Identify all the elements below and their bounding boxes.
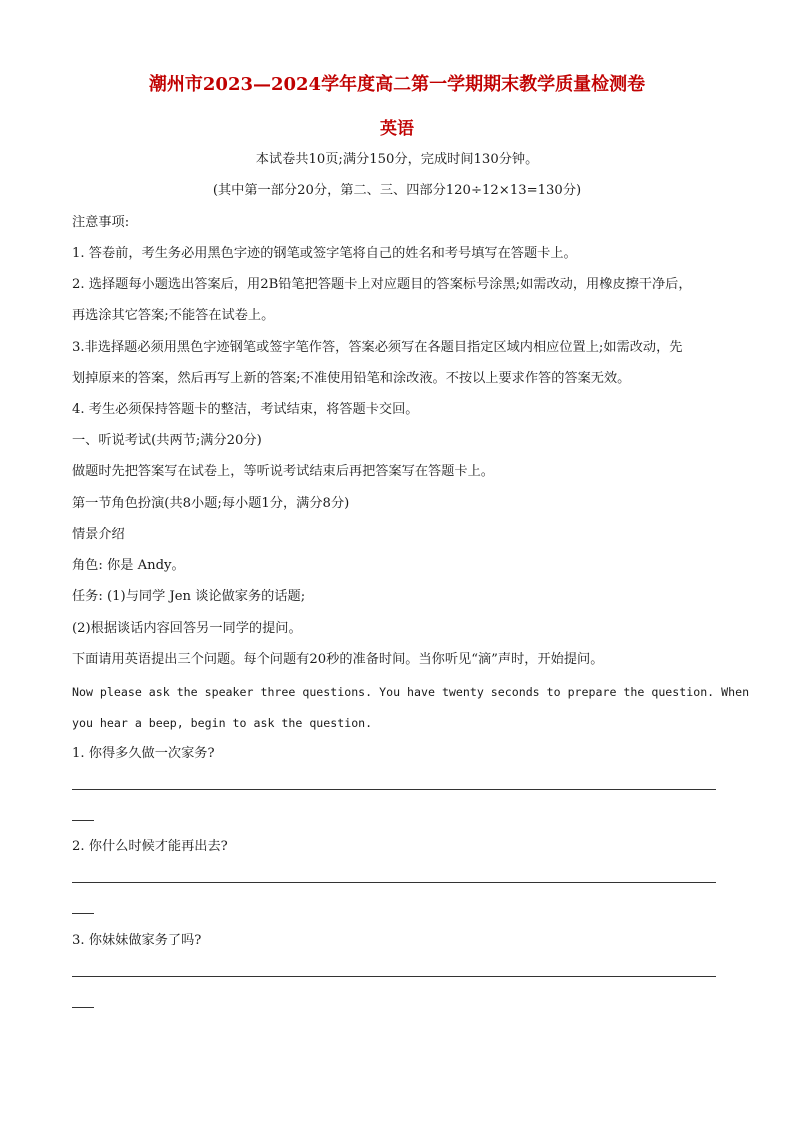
notice-item-4: 4. 考生必须保持答题卡的整洁，考试结束，将答题卡交回。	[72, 402, 419, 417]
notice-item-3a: 3.非选择题必须用黑色字迹钢笔或签字笔作答，答案必须写在各题目指定区域内相应位置上;如需改动，先	[72, 340, 683, 355]
scene-heading: 情景介绍	[72, 527, 125, 542]
role-line: 角色: 你是 Andy。	[72, 558, 185, 573]
answer-line-2[interactable]	[72, 882, 716, 883]
answer-line-1[interactable]	[72, 789, 716, 790]
prompt-en-2: you hear a beep, begin to ask the question.	[72, 716, 373, 730]
notice-item-1: 1. 答卷前，考生务必用黑色字迹的钢笔或签字笔将自己的姓名和考号填写在答题卡上。	[72, 246, 577, 261]
subject-title: 英语	[380, 119, 414, 139]
intro-line-2: (其中第一部分20分，第二、三、四部分120÷12×13=130分)	[212, 183, 582, 198]
question-2: 2. 你什么时候才能再出去?	[72, 839, 228, 854]
task-line-2: (2)根据谈话内容回答另一同学的提问。	[72, 621, 302, 636]
task-line-1: 任务: (1)与同学 Jen 谈论做家务的话题;	[72, 589, 306, 604]
notice-item-2b: 再选涂其它答案;不能答在试卷上。	[72, 308, 275, 323]
part1-instruction: 做题时先把答案写在试卷上，等听说考试结束后再把答案写在答题卡上。	[72, 464, 494, 479]
prompt-cn: 下面请用英语提出三个问题。每个问题有20秒的准备时间。当你听见“滴”声时，开始提问。	[72, 652, 604, 667]
answer-line-3-end	[72, 1007, 94, 1008]
notice-heading: 注意事项:	[72, 215, 130, 230]
answer-line-3[interactable]	[72, 976, 716, 977]
answer-line-1-end	[72, 820, 94, 821]
answer-line-2-end	[72, 913, 94, 914]
section1-heading: 第一节角色扮演(共8小题;每小题1分，满分8分)	[72, 496, 350, 511]
notice-item-3b: 划掉原来的答案，然后再写上新的答案;不准使用铅笔和涂改液。不按以上要求作答的答案无效。	[72, 371, 631, 386]
exam-title: 潮州市2023—2024学年度高二第一学期期末教学质量检测卷	[148, 74, 646, 95]
intro-line-1: 本试卷共10页;满分150分，完成时间130分钟。	[255, 152, 539, 167]
notice-item-2a: 2. 选择题每小题选出答案后，用2B铅笔把答题卡上对应题目的答案标号涂黑;如需改动，用橡皮擦干净后，	[72, 277, 692, 292]
question-1: 1. 你得多久做一次家务?	[72, 746, 215, 761]
part1-heading: 一、听说考试(共两节;满分20分)	[72, 433, 262, 448]
prompt-en-1: Now please ask the speaker three questions. You have twenty seconds to prepare the question. When	[72, 685, 750, 699]
question-3: 3. 你妹妹做家务了吗?	[72, 933, 202, 948]
